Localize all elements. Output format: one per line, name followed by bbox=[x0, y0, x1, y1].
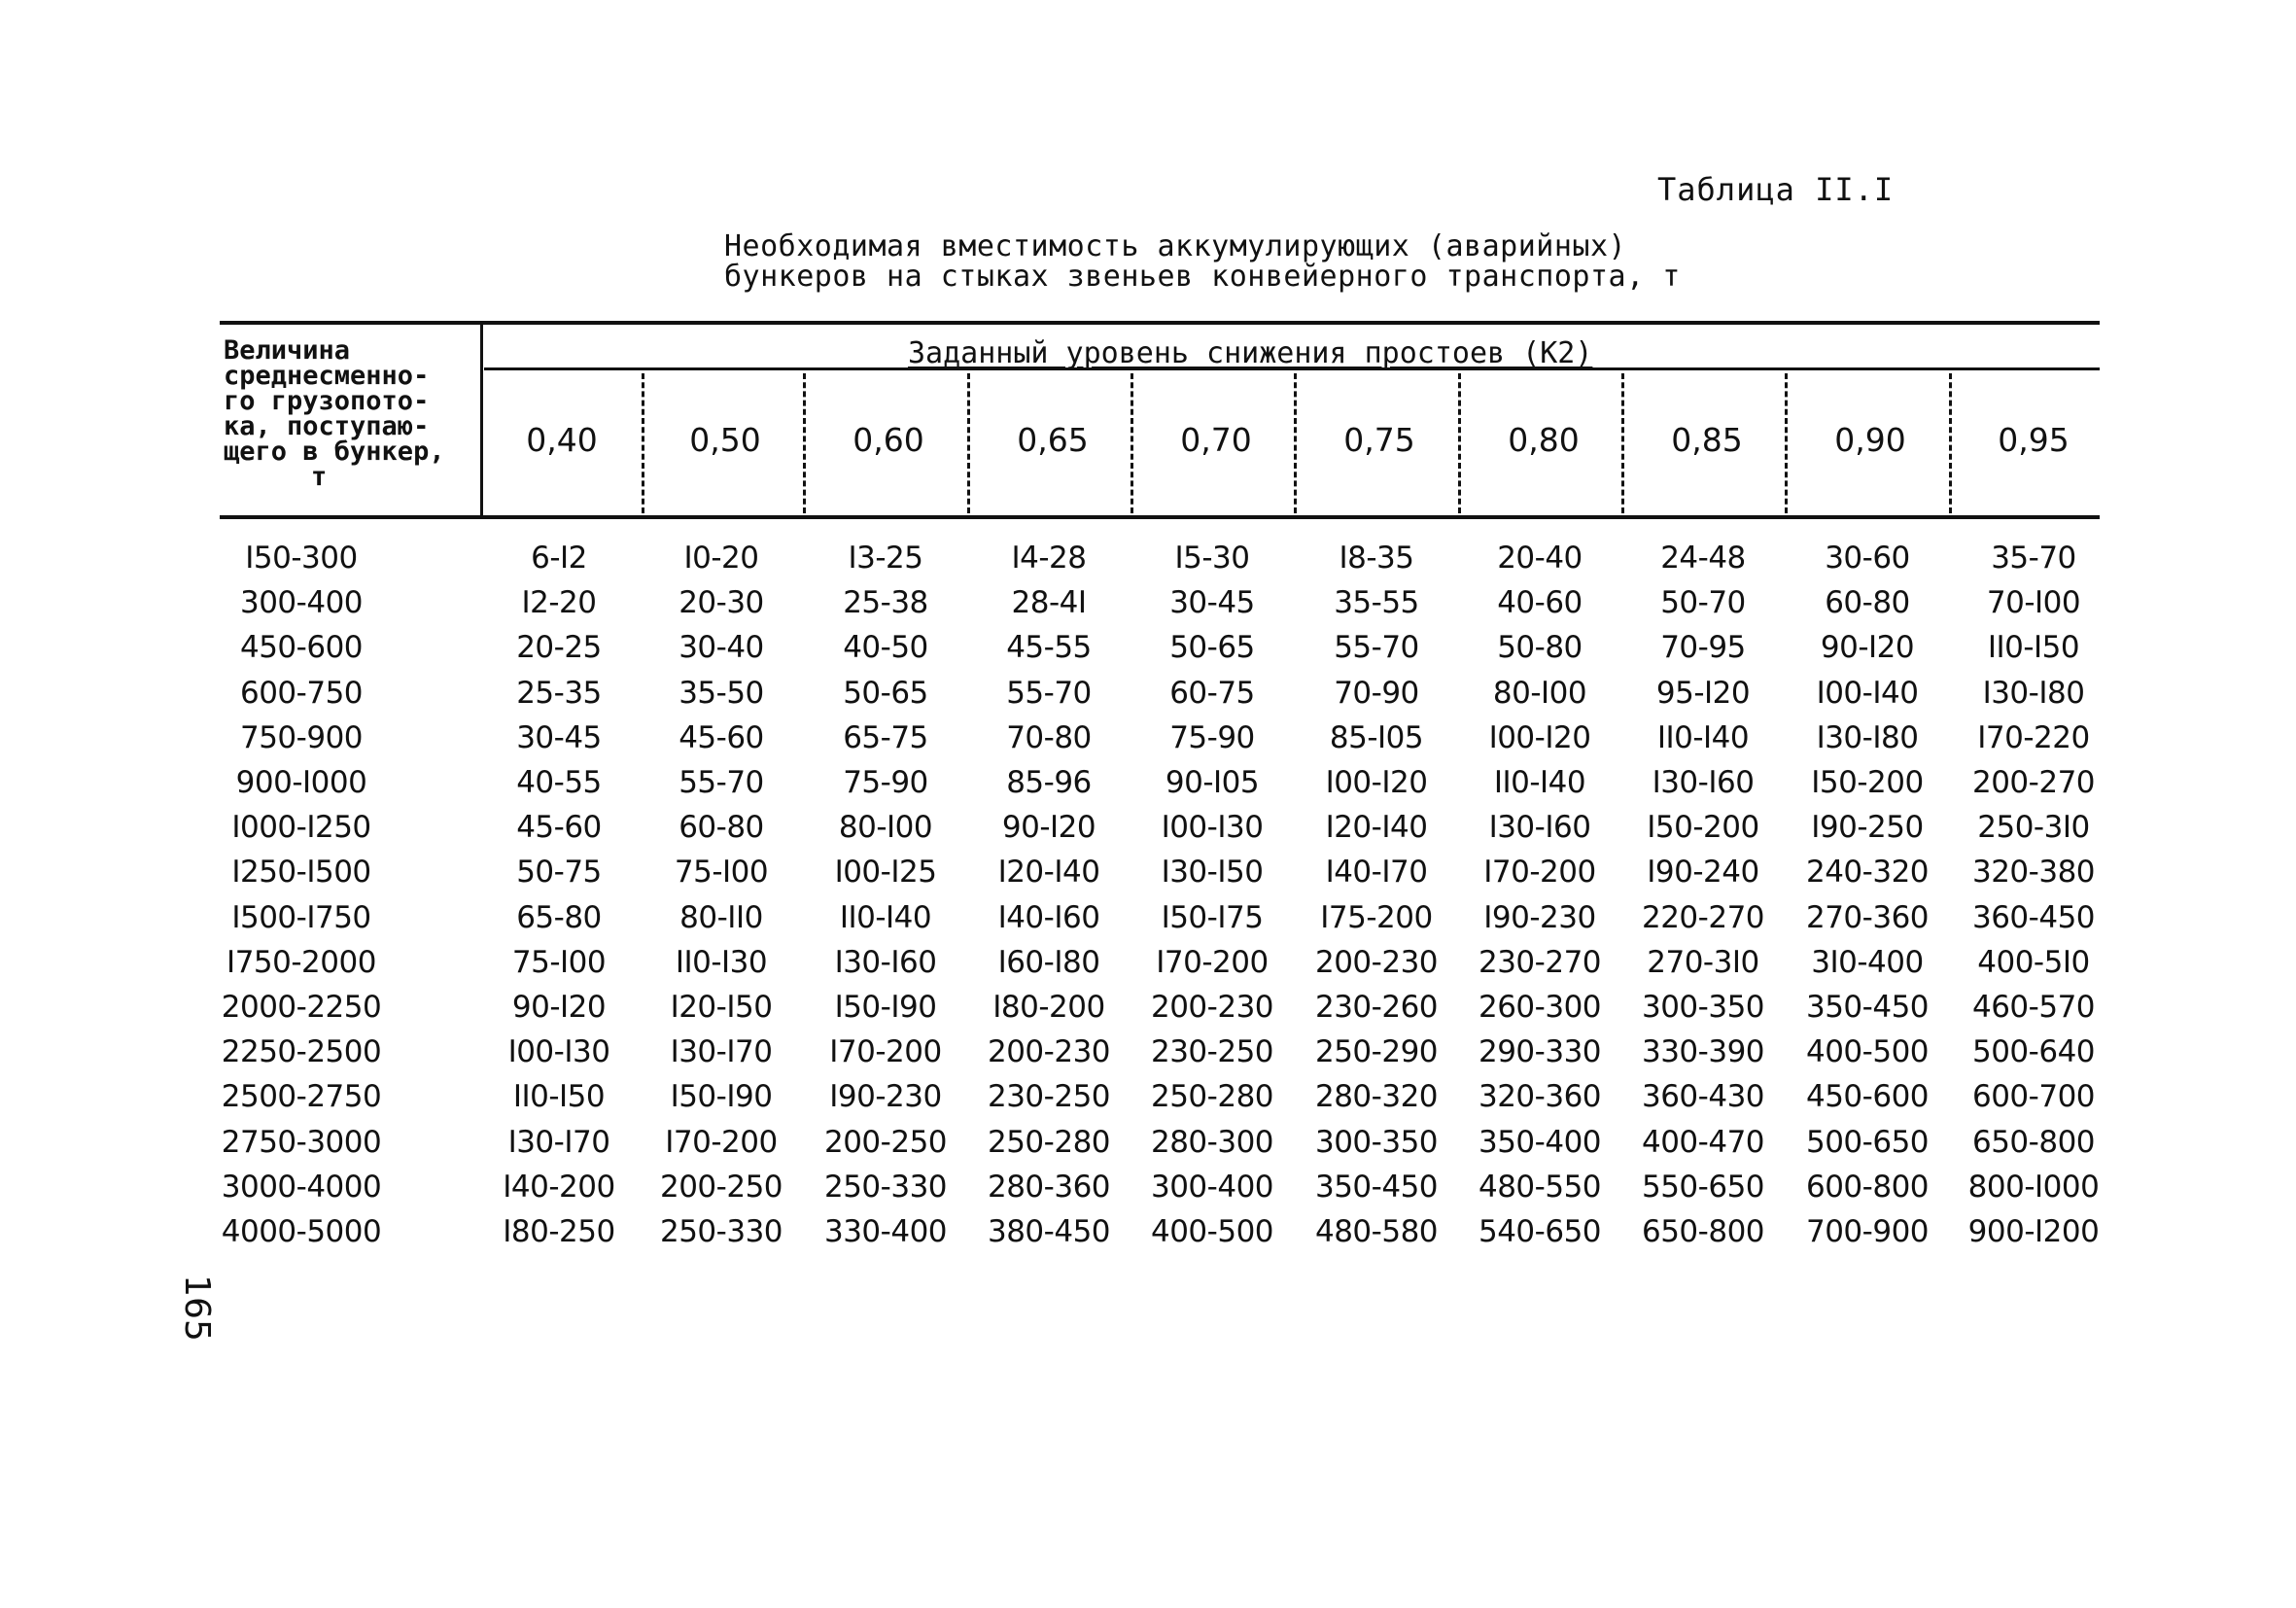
row-header-label bbox=[224, 335, 484, 492]
flow-range-cell: I50-300 bbox=[245, 541, 358, 576]
capacity-cell: I90-230 bbox=[1483, 900, 1596, 935]
table-row bbox=[0, 900, 2296, 945]
capacity-cell: I70-200 bbox=[1483, 855, 1596, 890]
capacity-cell: 400-500 bbox=[1150, 1214, 1274, 1249]
capacity-cell: 70-95 bbox=[1660, 630, 1746, 665]
capacity-cell: 650-800 bbox=[1971, 1125, 2096, 1160]
capacity-cell: 600-800 bbox=[1805, 1170, 1930, 1205]
table-caption bbox=[724, 231, 1681, 292]
capacity-cell: I50-200 bbox=[1811, 765, 1924, 800]
flow-range-cell: I250-I500 bbox=[231, 855, 371, 890]
flow-range-cell: 2250-2500 bbox=[221, 1034, 382, 1069]
table-row bbox=[0, 720, 2296, 765]
row-header-line: Величина bbox=[224, 335, 351, 366]
capacity-cell: 200-230 bbox=[1314, 945, 1439, 980]
capacity-cell: 240-320 bbox=[1805, 855, 1930, 890]
capacity-cell: 500-650 bbox=[1805, 1125, 1930, 1160]
capacity-cell: I00-I20 bbox=[1488, 720, 1591, 755]
capacity-cell: I30-I70 bbox=[507, 1125, 610, 1160]
capacity-cell: 55-70 bbox=[678, 765, 764, 800]
flow-range-cell: I000-I250 bbox=[231, 810, 371, 845]
capacity-cell: II0-I40 bbox=[839, 900, 932, 935]
capacity-cell: 600-700 bbox=[1971, 1079, 2096, 1114]
capacity-cell: I8-35 bbox=[1339, 541, 1414, 576]
table-row bbox=[0, 810, 2296, 855]
capacity-cell: 460-570 bbox=[1971, 990, 2096, 1025]
capacity-cell: 35-70 bbox=[1991, 541, 2076, 576]
row-header-line: щего в бункер, bbox=[224, 437, 445, 467]
capacity-cell: I3-25 bbox=[848, 541, 923, 576]
table-row bbox=[0, 541, 2296, 585]
capacity-cell: I90-230 bbox=[829, 1079, 942, 1114]
capacity-cell: I80-200 bbox=[992, 990, 1105, 1025]
capacity-cell: 250-330 bbox=[659, 1214, 783, 1249]
row-header-line: ка, поступаю- bbox=[224, 411, 430, 441]
capacity-cell: 200-250 bbox=[823, 1125, 948, 1160]
capacity-cell: 50-80 bbox=[1497, 630, 1583, 665]
capacity-cell: 360-430 bbox=[1641, 1079, 1765, 1114]
capacity-cell: 45-60 bbox=[678, 720, 764, 755]
capacity-cell: 45-60 bbox=[516, 810, 602, 845]
table-row bbox=[0, 1214, 2296, 1259]
capacity-cell: 280-360 bbox=[987, 1170, 1111, 1205]
capacity-cell: 300-350 bbox=[1641, 990, 1765, 1025]
table-label: Таблица II.I bbox=[1657, 171, 1895, 208]
capacity-cell: 60-80 bbox=[1825, 585, 1910, 620]
capacity-cell: 50-65 bbox=[843, 676, 928, 711]
capacity-cell: 400-500 bbox=[1805, 1034, 1930, 1069]
column-group-title: Заданный уровень снижения простоев (К2) bbox=[908, 336, 1593, 370]
capacity-cell: 80-II0 bbox=[679, 900, 763, 935]
capacity-cell: I40-200 bbox=[503, 1170, 615, 1205]
capacity-cell: I00-I30 bbox=[1161, 810, 1264, 845]
capacity-cell: I00-I20 bbox=[1325, 765, 1428, 800]
capacity-cell: 280-300 bbox=[1150, 1125, 1274, 1160]
capacity-cell: 95-I20 bbox=[1655, 676, 1751, 711]
capacity-cell: I75-200 bbox=[1320, 900, 1433, 935]
capacity-cell: 540-650 bbox=[1478, 1214, 1602, 1249]
capacity-cell: 90-I20 bbox=[1001, 810, 1096, 845]
capacity-cell: 35-50 bbox=[678, 676, 764, 711]
capacity-cell: 20-30 bbox=[678, 585, 764, 620]
capacity-cell: I70-200 bbox=[665, 1125, 778, 1160]
capacity-cell: II0-I40 bbox=[1656, 720, 1750, 755]
capacity-cell: 90-I20 bbox=[1820, 630, 1915, 665]
capacity-cell: 250-280 bbox=[1150, 1079, 1274, 1114]
header-bottom-rule bbox=[220, 515, 2100, 519]
capacity-cell: 380-450 bbox=[987, 1214, 1111, 1249]
capacity-cell: 250-3I0 bbox=[1977, 810, 2090, 845]
capacity-cell: 28-4I bbox=[1011, 585, 1087, 620]
flow-range-cell: 2000-2250 bbox=[221, 990, 382, 1025]
capacity-cell: 40-50 bbox=[843, 630, 928, 665]
level-header: 0,60 bbox=[852, 421, 924, 459]
capacity-cell: 70-I00 bbox=[1986, 585, 2081, 620]
level-header: 0,70 bbox=[1180, 421, 1252, 459]
capacity-cell: II0-I50 bbox=[512, 1079, 606, 1114]
capacity-cell: I30-I60 bbox=[1488, 810, 1591, 845]
level-header: 0,75 bbox=[1343, 421, 1415, 459]
capacity-cell: 50-75 bbox=[516, 855, 602, 890]
capacity-cell: I30-I50 bbox=[1161, 855, 1264, 890]
capacity-cell: 230-270 bbox=[1478, 945, 1602, 980]
capacity-cell: 350-400 bbox=[1478, 1125, 1602, 1160]
capacity-cell: 55-70 bbox=[1006, 676, 1092, 711]
capacity-cell: 20-40 bbox=[1497, 541, 1583, 576]
level-header: 0,80 bbox=[1508, 421, 1580, 459]
capacity-cell: I30-I70 bbox=[670, 1034, 773, 1069]
capacity-cell: II0-I40 bbox=[1493, 765, 1586, 800]
capacity-cell: I30-I80 bbox=[1816, 720, 1919, 755]
capacity-cell: 65-75 bbox=[843, 720, 928, 755]
capacity-cell: I20-I40 bbox=[997, 855, 1100, 890]
capacity-cell: 300-400 bbox=[1150, 1170, 1274, 1205]
level-header: 0,90 bbox=[1834, 421, 1906, 459]
capacity-cell: 30-40 bbox=[678, 630, 764, 665]
capacity-cell: 360-450 bbox=[1971, 900, 2096, 935]
capacity-cell: 330-390 bbox=[1641, 1034, 1765, 1069]
capacity-cell: 25-35 bbox=[516, 676, 602, 711]
capacity-cell: 270-3I0 bbox=[1647, 945, 1759, 980]
capacity-cell: I20-I50 bbox=[670, 990, 773, 1025]
capacity-cell: I30-I60 bbox=[834, 945, 937, 980]
capacity-cell: 320-360 bbox=[1478, 1079, 1602, 1114]
capacity-cell: I5-30 bbox=[1174, 541, 1250, 576]
row-header-line: т bbox=[311, 462, 328, 492]
capacity-cell: 75-I00 bbox=[674, 855, 769, 890]
level-header: 0,65 bbox=[1017, 421, 1089, 459]
flow-range-cell: 300-400 bbox=[239, 585, 364, 620]
capacity-cell: I40-I60 bbox=[997, 900, 1100, 935]
capacity-cell: 75-90 bbox=[843, 765, 928, 800]
capacity-cell: 220-270 bbox=[1641, 900, 1765, 935]
flow-range-cell: 600-750 bbox=[239, 676, 364, 711]
table-row bbox=[0, 676, 2296, 720]
capacity-cell: 45-55 bbox=[1006, 630, 1092, 665]
capacity-cell: I20-I40 bbox=[1325, 810, 1428, 845]
capacity-cell: I90-250 bbox=[1811, 810, 1924, 845]
capacity-cell: 50-65 bbox=[1169, 630, 1255, 665]
capacity-cell: 75-90 bbox=[1169, 720, 1255, 755]
capacity-cell: 650-800 bbox=[1641, 1214, 1765, 1249]
capacity-cell: I40-I70 bbox=[1325, 855, 1428, 890]
capacity-cell: I2-20 bbox=[521, 585, 597, 620]
capacity-cell: 900-I200 bbox=[1967, 1214, 2100, 1249]
capacity-cell: 330-400 bbox=[823, 1214, 948, 1249]
table-row bbox=[0, 1079, 2296, 1124]
capacity-cell: I0-20 bbox=[683, 541, 759, 576]
capacity-cell: I70-220 bbox=[1977, 720, 2090, 755]
capacity-cell: I00-I25 bbox=[834, 855, 937, 890]
capacity-cell: I50-I90 bbox=[834, 990, 937, 1025]
capacity-cell: 450-600 bbox=[1805, 1079, 1930, 1114]
capacity-cell: 270-360 bbox=[1805, 900, 1930, 935]
capacity-cell: 80-I00 bbox=[1492, 676, 1587, 711]
capacity-cell: 85-96 bbox=[1006, 765, 1092, 800]
caption-line-2: бункеров на стыках звеньев конвейерного транспорта, т bbox=[724, 260, 1681, 294]
capacity-cell: I50-I75 bbox=[1161, 900, 1264, 935]
capacity-cell: 60-75 bbox=[1169, 676, 1255, 711]
capacity-cell: 75-I00 bbox=[511, 945, 607, 980]
capacity-cell: II0-I50 bbox=[1987, 630, 2080, 665]
capacity-cell: 480-550 bbox=[1478, 1170, 1602, 1205]
capacity-cell: I30-I60 bbox=[1652, 765, 1755, 800]
table-row bbox=[0, 945, 2296, 990]
capacity-cell: 350-450 bbox=[1805, 990, 1930, 1025]
flow-range-cell: 900-I000 bbox=[235, 765, 367, 800]
capacity-cell: 60-80 bbox=[678, 810, 764, 845]
capacity-cell: I90-240 bbox=[1647, 855, 1759, 890]
level-header: 0,50 bbox=[689, 421, 761, 459]
capacity-cell: 200-270 bbox=[1971, 765, 2096, 800]
capacity-cell: 400-470 bbox=[1641, 1125, 1765, 1160]
capacity-cell: 65-80 bbox=[516, 900, 602, 935]
level-header: 0,95 bbox=[1998, 421, 2070, 459]
capacity-cell: 30-45 bbox=[1169, 585, 1255, 620]
capacity-cell: 400-5I0 bbox=[1977, 945, 2090, 980]
capacity-cell: 230-250 bbox=[1150, 1034, 1274, 1069]
capacity-cell: 40-60 bbox=[1497, 585, 1583, 620]
capacity-cell: 25-38 bbox=[843, 585, 928, 620]
capacity-cell: 20-25 bbox=[516, 630, 602, 665]
capacity-cell: 200-230 bbox=[987, 1034, 1111, 1069]
table-row bbox=[0, 630, 2296, 675]
capacity-cell: 320-380 bbox=[1971, 855, 2096, 890]
capacity-cell: I70-200 bbox=[829, 1034, 942, 1069]
table-top-rule bbox=[220, 321, 2100, 325]
capacity-cell: 70-90 bbox=[1334, 676, 1419, 711]
capacity-cell: 3I0-400 bbox=[1811, 945, 1924, 980]
level-header: 0,85 bbox=[1671, 421, 1743, 459]
capacity-cell: 90-I20 bbox=[511, 990, 607, 1025]
capacity-cell: 55-70 bbox=[1334, 630, 1419, 665]
capacity-cell: I60-I80 bbox=[997, 945, 1100, 980]
capacity-cell: 500-640 bbox=[1971, 1034, 2096, 1069]
capacity-cell: I00-I40 bbox=[1816, 676, 1919, 711]
table-row bbox=[0, 855, 2296, 899]
flow-range-cell: 3000-4000 bbox=[221, 1170, 382, 1205]
capacity-cell: 280-320 bbox=[1314, 1079, 1439, 1114]
capacity-cell: 550-650 bbox=[1641, 1170, 1765, 1205]
flow-range-cell: I500-I750 bbox=[231, 900, 371, 935]
flow-range-cell: 4000-5000 bbox=[221, 1214, 382, 1249]
capacity-cell: I4-28 bbox=[1011, 541, 1087, 576]
capacity-cell: 250-290 bbox=[1314, 1034, 1439, 1069]
capacity-cell: 700-900 bbox=[1805, 1214, 1930, 1249]
capacity-cell: 6-I2 bbox=[531, 541, 587, 576]
capacity-cell: 260-300 bbox=[1478, 990, 1602, 1025]
flow-range-cell: I750-2000 bbox=[226, 945, 376, 980]
capacity-cell: 80-I00 bbox=[838, 810, 933, 845]
page-number: 165 bbox=[176, 1275, 217, 1342]
flow-range-cell: 450-600 bbox=[239, 630, 364, 665]
table-row bbox=[0, 990, 2296, 1034]
capacity-cell: 800-I000 bbox=[1967, 1170, 2100, 1205]
capacity-cell: 200-230 bbox=[1150, 990, 1274, 1025]
table-row bbox=[0, 585, 2296, 630]
capacity-cell: 24-48 bbox=[1660, 541, 1746, 576]
capacity-cell: I50-200 bbox=[1647, 810, 1759, 845]
flow-range-cell: 2750-3000 bbox=[221, 1125, 382, 1160]
capacity-cell: 230-260 bbox=[1314, 990, 1439, 1025]
capacity-cell: 50-70 bbox=[1660, 585, 1746, 620]
capacity-cell: 480-580 bbox=[1314, 1214, 1439, 1249]
capacity-cell: 350-450 bbox=[1314, 1170, 1439, 1205]
flow-range-cell: 750-900 bbox=[239, 720, 364, 755]
capacity-cell: I00-I30 bbox=[507, 1034, 610, 1069]
level-header: 0,40 bbox=[526, 421, 598, 459]
table-row bbox=[0, 1034, 2296, 1079]
capacity-cell: 70-80 bbox=[1006, 720, 1092, 755]
capacity-cell: I70-200 bbox=[1156, 945, 1269, 980]
row-header-line: среднесменно- bbox=[224, 361, 430, 391]
capacity-cell: 30-60 bbox=[1825, 541, 1910, 576]
capacity-cell: II0-I30 bbox=[675, 945, 768, 980]
capacity-cell: 250-330 bbox=[823, 1170, 948, 1205]
row-header-line: го грузопото- bbox=[224, 386, 430, 416]
table-row bbox=[0, 765, 2296, 810]
capacity-cell: 90-I05 bbox=[1165, 765, 1260, 800]
capacity-cell: I50-I90 bbox=[670, 1079, 773, 1114]
table-row bbox=[0, 1125, 2296, 1170]
capacity-cell: 30-45 bbox=[516, 720, 602, 755]
table-row bbox=[0, 1170, 2296, 1214]
capacity-cell: 85-I05 bbox=[1329, 720, 1424, 755]
capacity-cell: I80-250 bbox=[503, 1214, 615, 1249]
capacity-cell: 35-55 bbox=[1334, 585, 1419, 620]
capacity-cell: 250-280 bbox=[987, 1125, 1111, 1160]
capacity-cell: I30-I80 bbox=[1982, 676, 2085, 711]
capacity-cell: 200-250 bbox=[659, 1170, 783, 1205]
capacity-cell: 40-55 bbox=[516, 765, 602, 800]
capacity-cell: 300-350 bbox=[1314, 1125, 1439, 1160]
caption-line-1: Необходимая вместимость аккумулирующих (аварийных) bbox=[724, 229, 1627, 263]
flow-range-cell: 2500-2750 bbox=[221, 1079, 382, 1114]
capacity-cell: 230-250 bbox=[987, 1079, 1111, 1114]
capacity-cell: 290-330 bbox=[1478, 1034, 1602, 1069]
